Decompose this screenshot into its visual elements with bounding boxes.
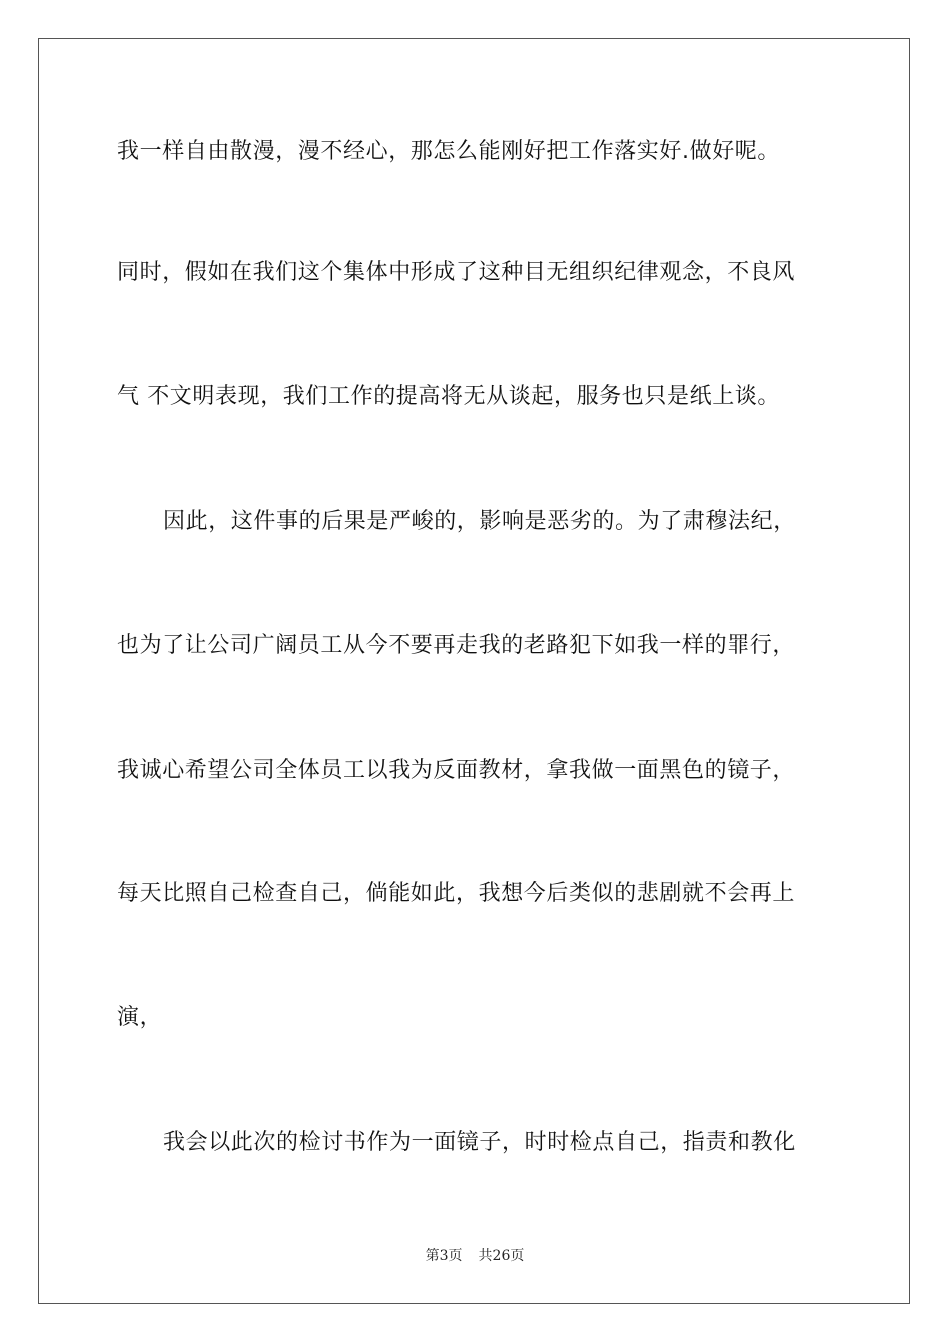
text-line-9: 我会以此次的检讨书作为一面镜子，时时检点自己，指责和教化 (163, 1130, 796, 1155)
page-number: 第3页 (425, 1248, 463, 1264)
text-line-5: 也为了让公司广阔员工从今不要再走我的老路犯下如我一样的罪行， (117, 633, 796, 658)
page-border (38, 38, 910, 1304)
text-line-7: 每天比照自己检查自己，倘能如此，我想今后类似的悲剧就不会再上 (117, 881, 796, 906)
text-line-8: 演， (117, 1005, 163, 1030)
text-line-3: 气 不文明表现，我们工作的提高将无从谈起，服务也只是纸上谈。 (117, 384, 780, 409)
text-line-1: 我一样自由散漫，漫不经心，那怎么能刚好把工作落实好.做好呢。 (117, 139, 780, 164)
text-line-4: 因此，这件事的后果是严峻的，影响是恶劣的。为了肃穆法纪， (163, 509, 796, 534)
page-footer (0, 1247, 950, 1265)
total-pages: 共26页 (478, 1248, 525, 1264)
text-line-6: 我诚心希望公司全体员工以我为反面教材，拿我做一面黑色的镜子， (117, 758, 796, 783)
text-line-2: 同时，假如在我们这个集体中形成了这种目无组织纪律观念，不良风 (117, 260, 796, 285)
